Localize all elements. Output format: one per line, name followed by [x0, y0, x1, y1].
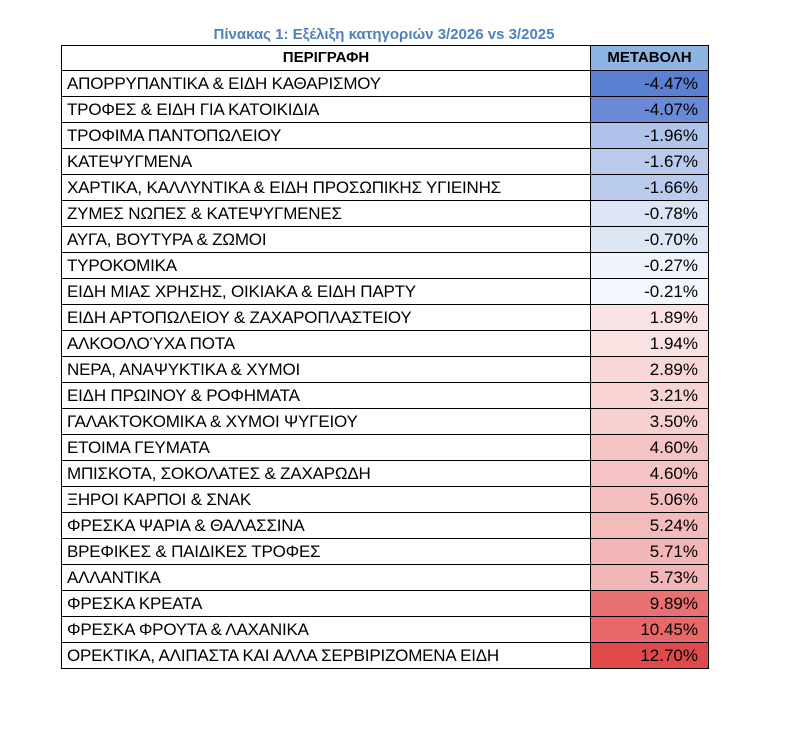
category-name: ΕΤΟΙΜΑ ΓΕΥΜΑΤΑ	[62, 435, 591, 461]
category-name: ΤΥΡΟΚΟΜΙΚΑ	[62, 253, 591, 279]
header-description: ΠΕΡΙΓΡΑΦΗ	[62, 46, 591, 71]
category-name: ΚΑΤΕΨΥΓΜΕΝΑ	[62, 149, 591, 175]
table-row	[62, 357, 709, 383]
table-row	[62, 409, 709, 435]
table-row	[62, 591, 709, 617]
category-name: ΑΥΓΑ, ΒΟΥΤΥΡΑ & ΖΩΜΟΙ	[62, 227, 591, 253]
change-value: 4.60%	[591, 435, 709, 461]
category-name: ΦΡΕΣΚΑ ΚΡΕΑΤΑ	[62, 591, 591, 617]
category-name: ΦΡΕΣΚΑ ΦΡΟΥΤΑ & ΛΑΧΑΝΙΚΑ	[62, 617, 591, 643]
table-row	[62, 643, 709, 669]
change-value: -1.66%	[591, 175, 709, 201]
table-row	[62, 201, 709, 227]
table-row	[62, 565, 709, 591]
category-name: ΑΠΟΡΡΥΠΑΝΤΙΚΑ & ΕΙΔΗ ΚΑΘΑΡΙΣΜΟΥ	[62, 71, 591, 97]
table-row	[62, 461, 709, 487]
change-value: -0.27%	[591, 253, 709, 279]
category-name: ΕΙΔΗ ΜΙΑΣ ΧΡΗΣΗΣ, ΟΙΚΙΑΚΑ & ΕΙΔΗ ΠΑΡΤΥ	[62, 279, 591, 305]
change-value: 5.06%	[591, 487, 709, 513]
category-name: ΕΙΔΗ ΠΡΩΙΝΟΥ & ΡΟΦΗΜΑΤΑ	[62, 383, 591, 409]
table-row	[62, 305, 709, 331]
table-row	[62, 175, 709, 201]
table-row	[62, 487, 709, 513]
change-value: 1.94%	[591, 331, 709, 357]
header-change: ΜΕΤΑΒΟΛΗ	[591, 46, 709, 71]
change-value: -1.67%	[591, 149, 709, 175]
change-value: 5.24%	[591, 513, 709, 539]
category-name: ΦΡΕΣΚΑ ΨΑΡΙΑ & ΘΑΛΑΣΣΙΝΑ	[62, 513, 591, 539]
table-row	[62, 331, 709, 357]
table-row	[62, 435, 709, 461]
table-row	[62, 123, 709, 149]
change-value: 4.60%	[591, 461, 709, 487]
table-row	[62, 617, 709, 643]
table-row	[62, 227, 709, 253]
table-body	[62, 71, 709, 669]
category-name: ΜΠΙΣΚΟΤΑ, ΣΟΚΟΛΑΤΕΣ & ΖΑΧΑΡΩΔΗ	[62, 461, 591, 487]
change-value: -0.78%	[591, 201, 709, 227]
table-row	[62, 97, 709, 123]
category-name: ΑΛΛΑΝΤΙΚΑ	[62, 565, 591, 591]
change-value: 1.89%	[591, 305, 709, 331]
category-name: ΤΡΟΦΕΣ & ΕΙΔΗ ΓΙΑ ΚΑΤΟΙΚΙΔΙΑ	[62, 97, 591, 123]
change-value: 10.45%	[591, 617, 709, 643]
table-header-row	[62, 46, 709, 71]
table-row	[62, 279, 709, 305]
category-name: ΕΙΔΗ ΑΡΤΟΠΩΛΕΙΟΥ & ΖΑΧΑΡΟΠΛΑΣΤΕΙΟΥ	[62, 305, 591, 331]
change-value: 5.73%	[591, 565, 709, 591]
change-value: 3.21%	[591, 383, 709, 409]
category-name: ΟΡΕΚΤΙΚΑ, ΑΛΙΠΑΣΤΑ ΚΑΙ ΑΛΛΑ ΣΕΡΒΙΡΙΖΟΜΕΝΑ ΕΙΔΗ	[62, 643, 591, 669]
change-value: -1.96%	[591, 123, 709, 149]
change-value: 2.89%	[591, 357, 709, 383]
table-row	[62, 383, 709, 409]
change-value: -0.70%	[591, 227, 709, 253]
table-row	[62, 71, 709, 97]
change-value: 5.71%	[591, 539, 709, 565]
category-name: ΑΛΚΟΟΛΟΎΧΑ ΠΟΤΑ	[62, 331, 591, 357]
category-name: ΓΑΛΑΚΤΟΚΟΜΙΚΑ & ΧΥΜΟΙ ΨΥΓΕΙΟΥ	[62, 409, 591, 435]
change-value: 9.89%	[591, 591, 709, 617]
category-name: ΖΥΜΕΣ ΝΩΠΕΣ & ΚΑΤΕΨΥΓΜΕΝΕΣ	[62, 201, 591, 227]
category-name: ΧΑΡΤΙΚΑ, ΚΑΛΛΥΝΤΙΚΑ & ΕΙΔΗ ΠΡΟΣΩΠΙΚΗΣ ΥΓΙΕΙΝΗΣ	[62, 175, 591, 201]
change-value: 3.50%	[591, 409, 709, 435]
change-value: -0.21%	[591, 279, 709, 305]
table-row	[62, 253, 709, 279]
category-name: ΒΡΕΦΙΚΕΣ & ΠΑΙΔΙΚΕΣ ΤΡΟΦΕΣ	[62, 539, 591, 565]
change-value: 12.70%	[591, 643, 709, 669]
table-row	[62, 149, 709, 175]
table-row	[62, 539, 709, 565]
change-value: -4.47%	[591, 71, 709, 97]
category-name: ΝΕΡΑ, ΑΝΑΨΥΚΤΙΚΑ & ΧΥΜΟΙ	[62, 357, 591, 383]
category-change-table	[61, 45, 709, 669]
table-row	[62, 513, 709, 539]
category-name: ΞΗΡΟΙ ΚΑΡΠΟΙ & ΣΝΑΚ	[62, 487, 591, 513]
table-caption: Πίνακας 1: Εξέλιξη κατηγοριών 3/2026 vs 3/2025	[213, 26, 555, 43]
change-value: -4.07%	[591, 97, 709, 123]
category-name: ΤΡΟΦΙΜΑ ΠΑΝΤΟΠΩΛΕΙΟΥ	[62, 123, 591, 149]
